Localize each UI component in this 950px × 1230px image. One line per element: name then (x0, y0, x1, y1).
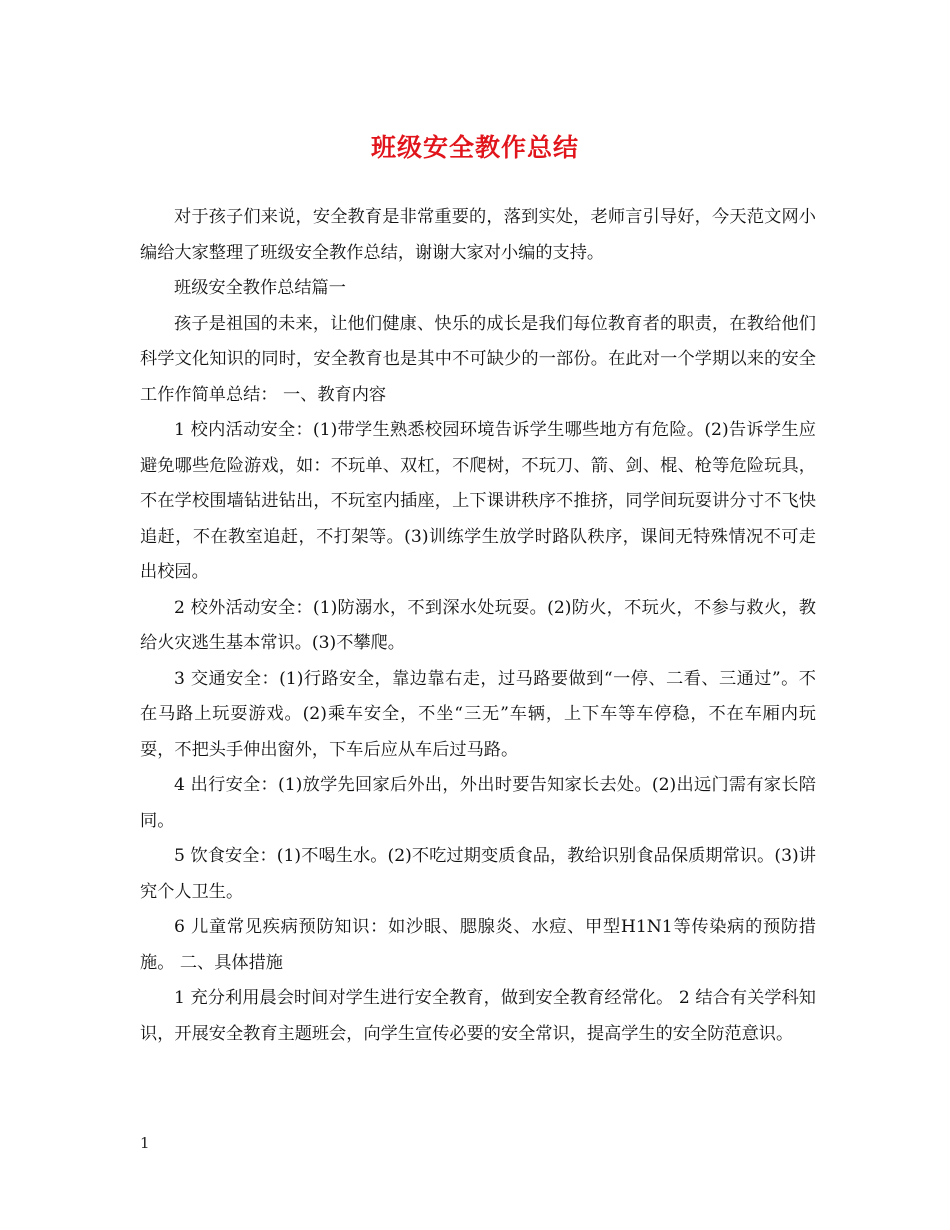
section-heading: 班级安全教作总结篇一 (174, 278, 346, 298)
paragraph: 1 充分利用晨会时间对学生进行安全教育，做到安全教育经常化。 2 结合有关学科知识，开展安全教育主题班会，向学生宣传必要的安全常识，提高学生的安全防范意识。 (140, 988, 816, 1044)
paragraph: 5 饮食安全：(1)不喝生水。(2)不吃过期变质食品，教给识别食品保质期常识。(3)讲究个人卫生。 (140, 846, 816, 902)
paragraph: 孩子是祖国的未来，让他们健康、快乐的成长是我们每位教育者的职责，在教给他们科学文化知识的同时，安全教育也是其中不可缺少的一部份。在此对一个学期以来的安全工作作简单总结： 一、教育内容 (140, 313, 816, 405)
paragraph: 1 校内活动安全：(1)带学生熟悉校园环境告诉学生哪些地方有危险。(2)告诉学生应避免哪些危险游戏，如：不玩单、双杠，不爬树，不玩刀、箭、剑、棍、枪等危险玩具，不在学校围墙钻进钻出，不玩室内插座，上下课讲秩序不推挤，同学间玩耍讲分寸不飞快追赶，不在教室追赶，不打架等。(3)训练学生放学时路队秩序，课间无特殊情况不可走出校园。 (140, 420, 816, 582)
document-body (140, 200, 816, 1052)
paragraph: 6 儿童常见疾病预防知识：如沙眼、腮腺炎、水痘、甲型H1N1等传染病的预防措施。 二、具体措施 (140, 917, 816, 973)
page-number: 1 (140, 1134, 150, 1152)
paragraph: 4 出行安全：(1)放学先回家后外出，外出时要告知家长去处。(2)出远门需有家长陪同。 (140, 775, 816, 831)
paragraph: 3 交通安全：(1)行路安全，靠边靠右走，过马路要做到“一停、二看、三通过”。不在马路上玩耍游戏。(2)乘车安全，不坐“三无”车辆，上下车等车停稳，不在车厢内玩耍，不把头手伸出窗外，下车后应从车后过马路。 (140, 668, 816, 760)
page-title: 班级安全教作总结 (370, 133, 579, 162)
paragraph-intro: 对于孩子们来说，安全教育是非常重要的，落到实处，老师言引导好，今天范文网小编给大家整理了班级安全教作总结，谢谢大家对小编的支持。 (140, 207, 816, 263)
paragraph: 2 校外活动安全：(1)防溺水，不到深水处玩耍。(2)防火，不玩火，不参与救火，教给火灾逃生基本常识。(3)不攀爬。 (140, 597, 816, 653)
